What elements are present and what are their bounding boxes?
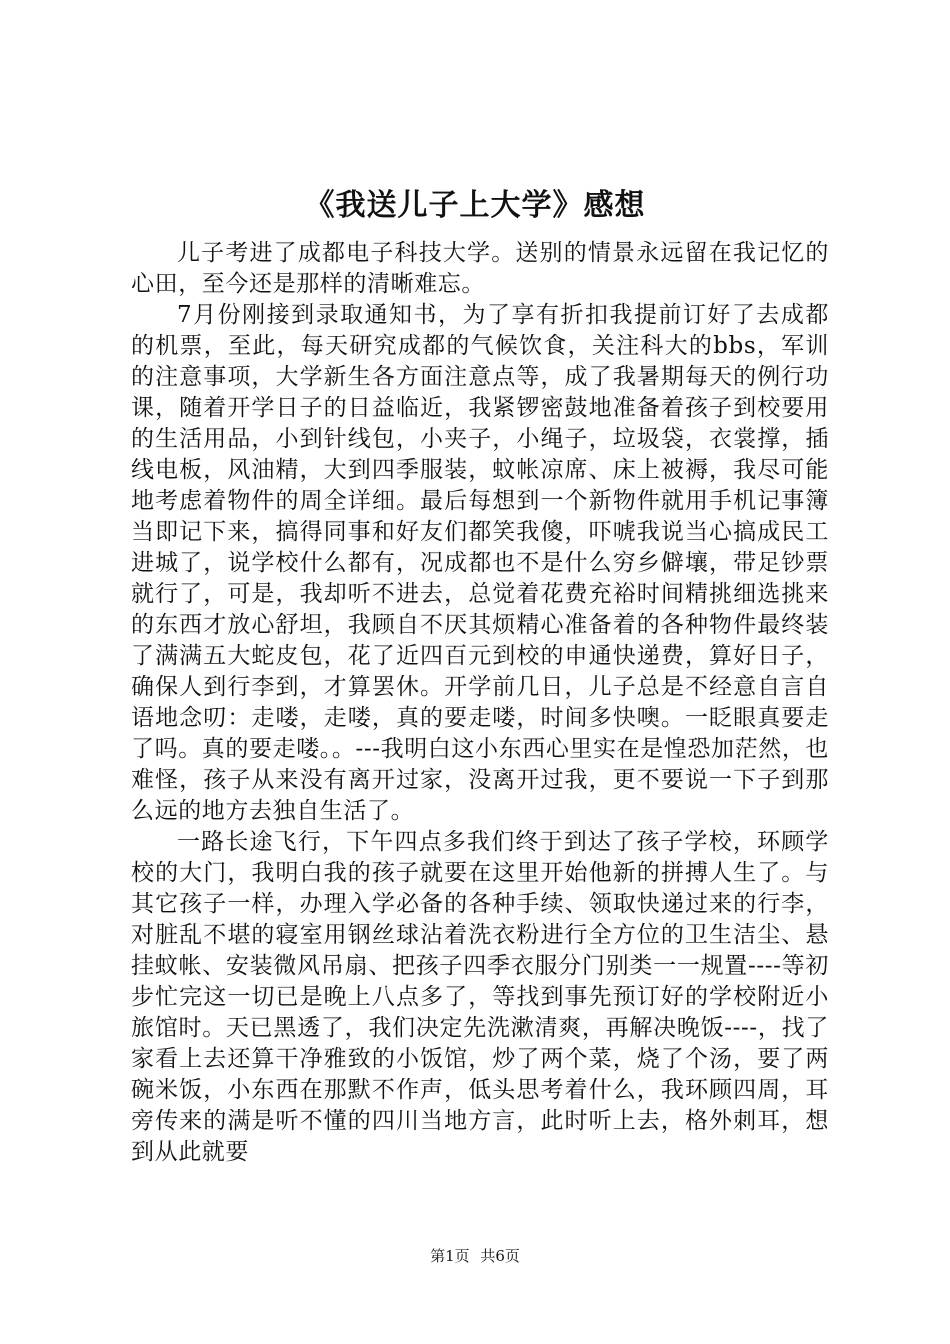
page-number: 第1页 <box>430 1247 470 1265</box>
paragraph-1: 儿子考进了成都电子科技大学。送别的情景永远留在我记忆的心田，至今还是那样的清晰难忘。 <box>131 240 829 297</box>
page-total: 共6页 <box>480 1247 520 1265</box>
document-body <box>131 238 829 1168</box>
page-footer <box>0 1246 950 1266</box>
document-title: 《我送儿子上大学》感想 <box>304 188 646 223</box>
paragraph-3: 一路长途飞行，下午四点多我们终于到达了孩子学校，环顾学校的大门，我明白我的孩子就要在这里开始他新的拼搏人生了。与其它孩子一样，办理入学必备的各种手续、领取快递过来的行李，对脏乱不堪的寝室用钢丝球沾着洗衣粉进行全方位的卫生洁尘、悬挂蚊帐、安装微风吊扇、把孩子四季衣服分门别类一一规置----等初步忙完这一切已是晚上八点多了，等找到事先预订好的学校附近小旅馆时。天已黑透了，我们决定先洗漱清爽，再解决晚饭----，找了家看上去还算干净雅致的小饭馆，炒了两个菜，烧了个汤，要了两碗米饭，小东西在那默不作声，低头思考着什么，我环顾四周，耳旁传来的满是听不懂的四川当地方言，此时听上去，格外刺耳，想到从此就要 <box>131 829 829 1165</box>
paragraph-2: 7月份刚接到录取通知书，为了享有折扣我提前订好了去成都的机票，至此，每天研究成都的气候饮食，关注科大的bbs，军训的注意事项，大学新生各方面注意点等，成了我暑期每天的例行功课，随着开学日子的日益临近，我紧锣密鼓地准备着孩子到校要用的生活用品，小到针线包，小夹子，小绳子，垃圾袋，衣裳撑，插线电板，风油精，大到四季服装，蚊帐凉席、床上被褥，我尽可能地考虑着物件的周全详细。最后每想到一个新物件就用手机记事簿当即记下来，搞得同事和好友们都笑我傻，吓唬我说当心搞成民工进城了，说学校什么都有，况成都也不是什么穷乡僻壤，带足钞票就行了，可是，我却听不进去，总觉着花费充裕时间精挑细选挑来的东西才放心舒坦，我顾自不厌其烦精心准备着的各种物件最终装了满满五大蛇皮包，花了近四百元到校的申通快递费，算好日子，确保人到行李到，才算罢休。开学前几日，儿子总是不经意自言自语地念叨：走喽，走喽，真的要走喽，时间多快噢。一眨眼真要走了吗。真的要走喽。。---我明白这小东西心里实在是惶恐加茫然，也难怪，孩子从来没有离开过家，没离开过我，更不要说一下子到那么远的地方去独自生活了。 <box>131 302 830 824</box>
